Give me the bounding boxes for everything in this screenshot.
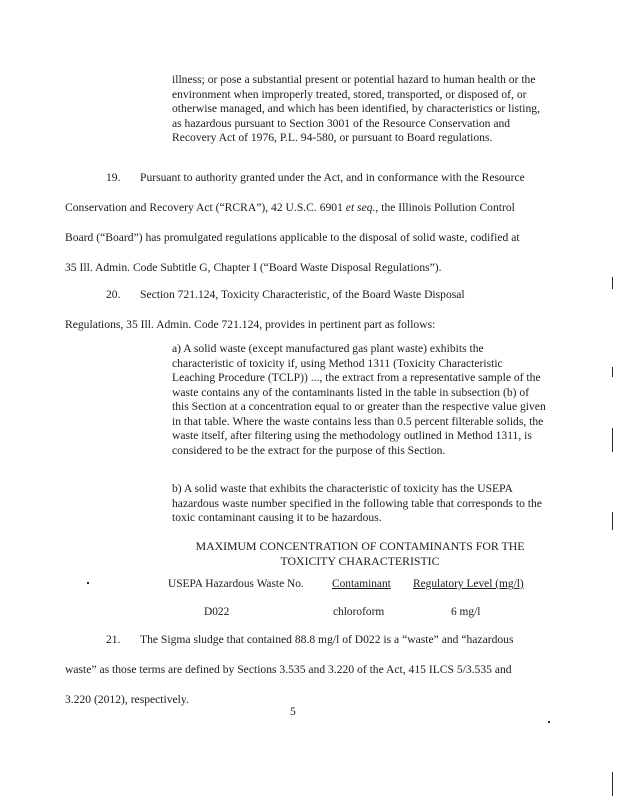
paragraph-number: 19. — [106, 171, 121, 184]
scan-mark — [548, 721, 550, 723]
paragraph-19-line-2: Conservation and Recovery Act (“RCRA”), 42 U.S.C. 6901 et seq., the Illinois Pollution Control — [65, 201, 515, 214]
paragraph-20 — [65, 288, 465, 332]
paragraph-21 — [65, 633, 513, 707]
table-title: MAXIMUM CONCENTRATION OF CONTAMINANTS FOR THE TOXICITY CHARACTERISTIC — [195, 539, 525, 568]
quote-continuation: illness; or pose a substantial present or potential hazard to human health or the environment when improperly treated, stored, transported, or disposed of, or otherwise managed, and which has been identified, by characteristics or listing, as hazardous pursuant to Section 3001 of the Resource Conservation and Recovery Act of 1976, P.L. 94-580, or pursuant to Board regulations. — [172, 73, 540, 144]
paragraph-19-line-1: 19. Pursuant to authority granted under the Act, and in conformance with the Resource — [106, 171, 525, 184]
table-cell-waste-no: D022 — [204, 606, 230, 618]
paragraph-21-line-1: 21. The Sigma sludge that contained 88.8 mg/l of D022 is a “waste” and “hazardous — [106, 633, 514, 646]
paragraph-number: 21. — [106, 633, 121, 646]
quote-subsection-b: b) A solid waste that exhibits the characteristic of toxicity has the USEPA hazardous waste number specified in the following table that corresponds to the toxic contaminant causing it to be hazardous. — [172, 482, 542, 524]
paragraph-19-line-4: 35 Ill. Admin. Code Subtitle G, Chapter I (“Board Waste Disposal Regulations”). — [65, 261, 442, 274]
quote-subsection-a: a) A solid waste (except manufactured gas plant waste) exhibits the characteristic of toxicity if, using Method 1311 (Toxicity Characteristic Leaching Procedure (TCLP)) ..., the extract from a representative sample of the waste contains any of the contaminants listed in the table in subsection (b) of this Section at a concentration equal to or greater than the respective value given in that table. Where the waste contains less than 0.5 percent filterable solids, the waste itself, after filtering using the methodology outlined in Method 1311, is considered to be the extract for the purpose of this Section. — [172, 342, 546, 457]
scan-mark — [612, 772, 613, 796]
scan-mark — [612, 367, 613, 377]
table-header-waste-no: USEPA Hazardous Waste No. — [168, 578, 304, 590]
paragraph-21-line-2: waste” as those terms are defined by Sections 3.535 and 3.220 of the Act, 415 ILCS 5/3.535 and — [65, 663, 512, 676]
scan-mark — [612, 277, 613, 289]
scan-mark — [87, 582, 89, 584]
table-cell-contaminant: chloroform — [333, 606, 385, 618]
paragraph-21-line-3: 3.220 (2012), respectively. — [65, 693, 189, 706]
paragraph-20-line-2: Regulations, 35 Ill. Admin. Code 721.124, provides in pertinent part as follows: — [65, 318, 436, 331]
table-cell-regulatory-level: 6 mg/l — [451, 606, 481, 618]
scan-mark — [612, 512, 613, 530]
paragraph-number: 20. — [106, 288, 121, 301]
paragraph-19-line-3: Board (“Board”) has promulgated regulations applicable to the disposal of solid waste, codified at — [65, 231, 520, 244]
paragraph-19 — [65, 171, 525, 275]
paragraph-20-line-1: 20. Section 721.124, Toxicity Characteristic, of the Board Waste Disposal — [106, 288, 465, 301]
table-header-contaminant: Contaminant — [332, 578, 391, 590]
page-number: 5 — [290, 705, 296, 718]
table-header-regulatory-level: Regulatory Level (mg/l) — [413, 578, 524, 590]
scan-mark — [612, 428, 613, 452]
